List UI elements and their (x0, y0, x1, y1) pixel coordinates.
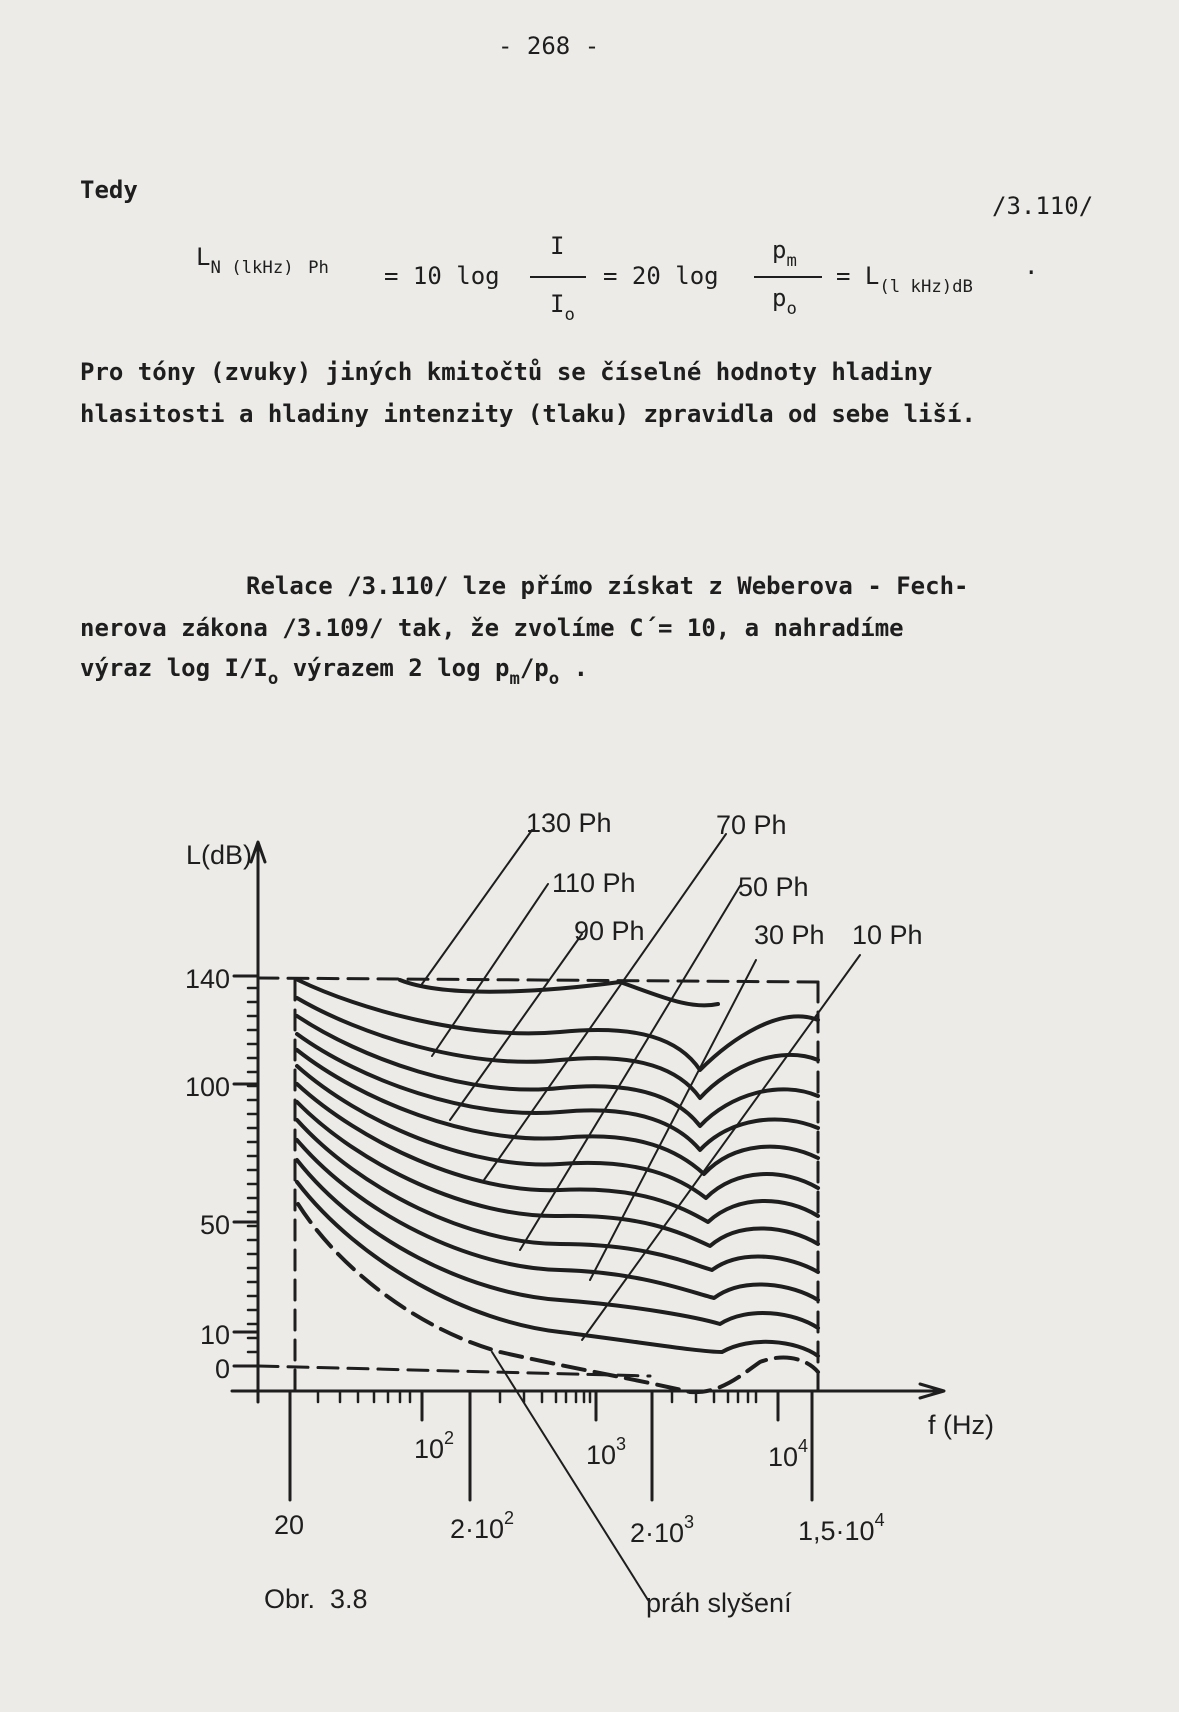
x-tick-label: $10^2$ (414, 1428, 455, 1464)
threshold-label: práh slyšení (646, 1588, 792, 1618)
loudness-contours (297, 980, 818, 1356)
x-tick-label: $2\cdot 10^2$ (450, 1508, 515, 1544)
curve-label: 70 Ph (716, 810, 787, 840)
x-tick-label: $10^4$ (768, 1436, 809, 1472)
frac2-denominator: $p_o$ (772, 284, 797, 319)
equation-eq2: = 20 log (603, 262, 719, 290)
frac1-denominator: $I_o$ (550, 290, 575, 325)
paragraph2-line3: výraz $\log I/I_o$ výrazem 2 $\log p_m/p_o$ . (80, 654, 589, 689)
curve-label: 90 Ph (574, 916, 645, 946)
y-axis-label: L(dB) (186, 840, 253, 870)
x-tick-label: $1,5\cdot 10^4$ (798, 1510, 885, 1546)
equation-end-dot: . (1024, 252, 1039, 280)
figure-caption: Obr. 3.8 (264, 1584, 368, 1614)
equation-lhs: $L_{N (lkHz)}$ $_{Ph}$ (196, 243, 329, 278)
frac1-numerator: I (550, 232, 565, 260)
x-tick-label: $2\cdot 10^3$ (630, 1512, 695, 1548)
contour-90 (297, 1034, 818, 1150)
curve-label: 10 Ph (852, 920, 923, 950)
x-tick-label: $10^3$ (586, 1434, 627, 1470)
curve-label: 130 Ph (526, 808, 612, 838)
contour-40 (297, 1120, 818, 1272)
intro-word: Tedy (80, 176, 138, 204)
equation-rhs: = $L_{(l kHz)dB}$ (836, 262, 973, 297)
paragraph1-line1: Pro tóny (zvuky) jiných kmitočtů se číselné hodnoty hladiny (80, 358, 933, 386)
x-axis-label: f (Hz) (928, 1410, 994, 1440)
y-tick-label: 0 (214, 1354, 230, 1384)
y-tick-label: 50 (199, 1210, 230, 1240)
equation-eq1: = 10 log (384, 262, 500, 290)
y-tick-label: 100 (184, 1072, 230, 1102)
frac2-numerator: $p_m$ (772, 236, 797, 271)
page-number: - 268 - (498, 32, 600, 60)
curve-label: 30 Ph (754, 920, 825, 950)
equation-number: /3.110/ (992, 192, 1094, 220)
paragraph2-line1: Relace /3.110/ lze přímo získat z Weberova - Fech- (246, 572, 969, 600)
curve-label: 110 Ph (552, 868, 636, 898)
paragraph1-line2: hlasitosti a hladiny intenzity (tlaku) zpravidla od sebe liší. (80, 400, 976, 428)
contour-70 (297, 1066, 818, 1198)
contour-110 (297, 998, 818, 1098)
x-tick-label: 20 (274, 1510, 305, 1540)
paragraph2-line2: nerova zákona /3.109/ tak, že zvolíme C´= 10, a nahradíme (80, 614, 904, 642)
curve-label: 50 Ph (738, 872, 809, 902)
y-tick-label: 140 (184, 964, 230, 994)
y-tick-label: 10 (199, 1320, 230, 1350)
